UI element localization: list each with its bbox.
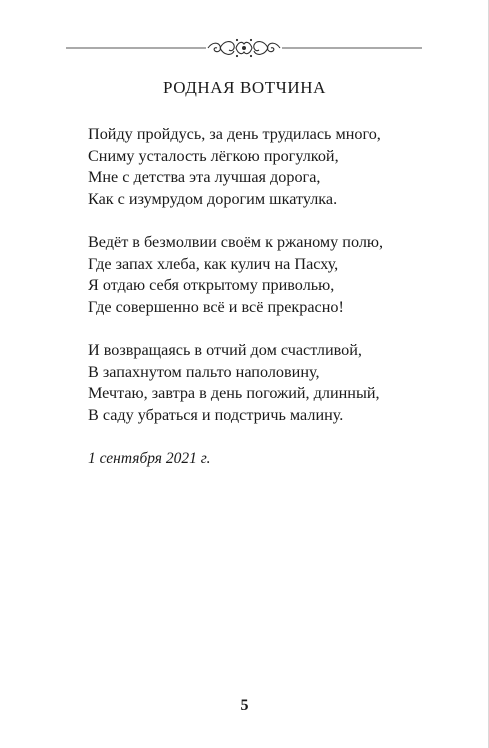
poem-line: И возвращаясь в отчий дом счастливой, — [88, 341, 362, 359]
poem-line: В запахнутом пальто наполовину, — [88, 362, 320, 381]
header-ornament — [66, 36, 422, 60]
stanza — [88, 232, 468, 318]
poem-date: 1 сентября 2021 г. — [88, 450, 211, 467]
page-number: 5 — [240, 697, 249, 714]
floral-divider-icon — [66, 36, 422, 60]
poem-line: Мечтаю, завтра в день погожий, длинный, — [88, 384, 380, 402]
poem-line: Где запах хлеба, как кулич на Пасху, — [88, 254, 339, 273]
poem-line: Мне с детства эта лучшая дорога, — [88, 168, 321, 186]
poem-line: Как с изумрудом дорогим шкатулка. — [88, 189, 338, 208]
poem-line: Пойду пройдусь, за день трудилась много, — [88, 125, 381, 143]
poem-line: В саду убраться и подстричь малину. — [88, 405, 344, 424]
poem-title: РОДНАЯ ВОТЧИНА — [162, 78, 327, 97]
stanza — [88, 124, 468, 210]
stanza — [88, 340, 468, 426]
poem-line: Сниму усталость лёгкою прогулкой, — [88, 146, 339, 165]
poem-line: Ведёт в безмолвии своём к ржаному полю, — [88, 233, 384, 251]
poem-body — [88, 124, 468, 448]
poem-line: Я отдаю себя открытому приволью, — [88, 276, 335, 294]
poem-line: Где совершенно всё и всё прекрасно! — [88, 297, 344, 316]
